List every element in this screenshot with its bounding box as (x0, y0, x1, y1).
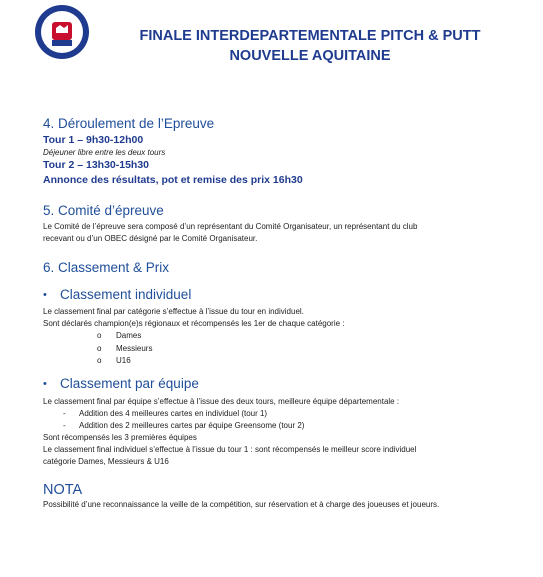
equipe-line2: Sont récompensés les 3 premières équipes (43, 433, 197, 442)
list-marker: - (63, 421, 66, 430)
bullet-equipe: • (43, 378, 47, 390)
section6-heading: 6. Classement & Prix (43, 260, 170, 275)
classement-individuel-heading: Classement individuel (60, 287, 192, 302)
section4-heading: 4. Déroulement de l’Epreuve (43, 116, 215, 131)
equipe-item-2: Addition des 2 meilleures cartes par équipe Greensome (tour 2) (79, 421, 305, 430)
equipe-line3: Le classement final individuel s’effectue à l’issue du tour 1 : sont récompensés le meilleur score individuel (43, 445, 417, 454)
list-marker: o (97, 331, 102, 340)
list-marker: - (63, 409, 66, 418)
category-messieurs: Messieurs (116, 344, 153, 353)
results-announcement: Annonce des résultats, pot et remise des prix 16h30 (43, 174, 303, 186)
section5-line2: recevant ou d’un OBEC désigné par le Comité Organisateur. (43, 234, 258, 243)
list-marker: o (97, 344, 102, 353)
equipe-line1: Le classement final par équipe s’effectue à l’issue des deux tours, meilleure équipe départementale : (43, 397, 400, 406)
category-dames: Dames (116, 331, 142, 340)
list-marker: o (97, 356, 102, 365)
individuel-line1: Le classement final par catégorie s’effectue à l’issue du tour en individuel. (43, 307, 304, 316)
nota-text: Possibilité d’une reconnaissance la veille de la compétition, sur réservation et à charge des joueuses et joueurs. (43, 500, 440, 509)
tour2-time: Tour 2 – 13h30-15h30 (43, 159, 150, 171)
section5-heading: 5. Comité d’épreuve (43, 203, 164, 218)
classement-equipe-heading: Classement par équipe (60, 376, 199, 391)
document-title-line1: FINALE INTERDEPARTEMENTALE PITCH & PUTT (139, 28, 481, 44)
equipe-line4: catégorie Dames, Messieurs & U16 (43, 457, 169, 466)
nota-heading: NOTA (43, 482, 83, 498)
ligue-logo (34, 4, 90, 60)
equipe-item-1: Addition des 4 meilleures cartes en individuel (tour 1) (79, 409, 268, 418)
document-title-line2: NOUVELLE AQUITAINE (229, 48, 391, 64)
section5-line1: Le Comité de l’épreuve sera composé d’un représentant du Comité Organisateur, un représentant du club (43, 222, 418, 231)
lunch-note: Déjeuner libre entre les deux tours (43, 148, 166, 157)
individuel-line2: Sont déclarés champion(e)s régionaux et récompensés les 1er de chaque catégorie : (43, 319, 345, 328)
category-u16: U16 (116, 356, 131, 365)
bullet-individuel: • (43, 289, 47, 301)
tour1-time: Tour 1 – 9h30-12h00 (43, 134, 144, 146)
